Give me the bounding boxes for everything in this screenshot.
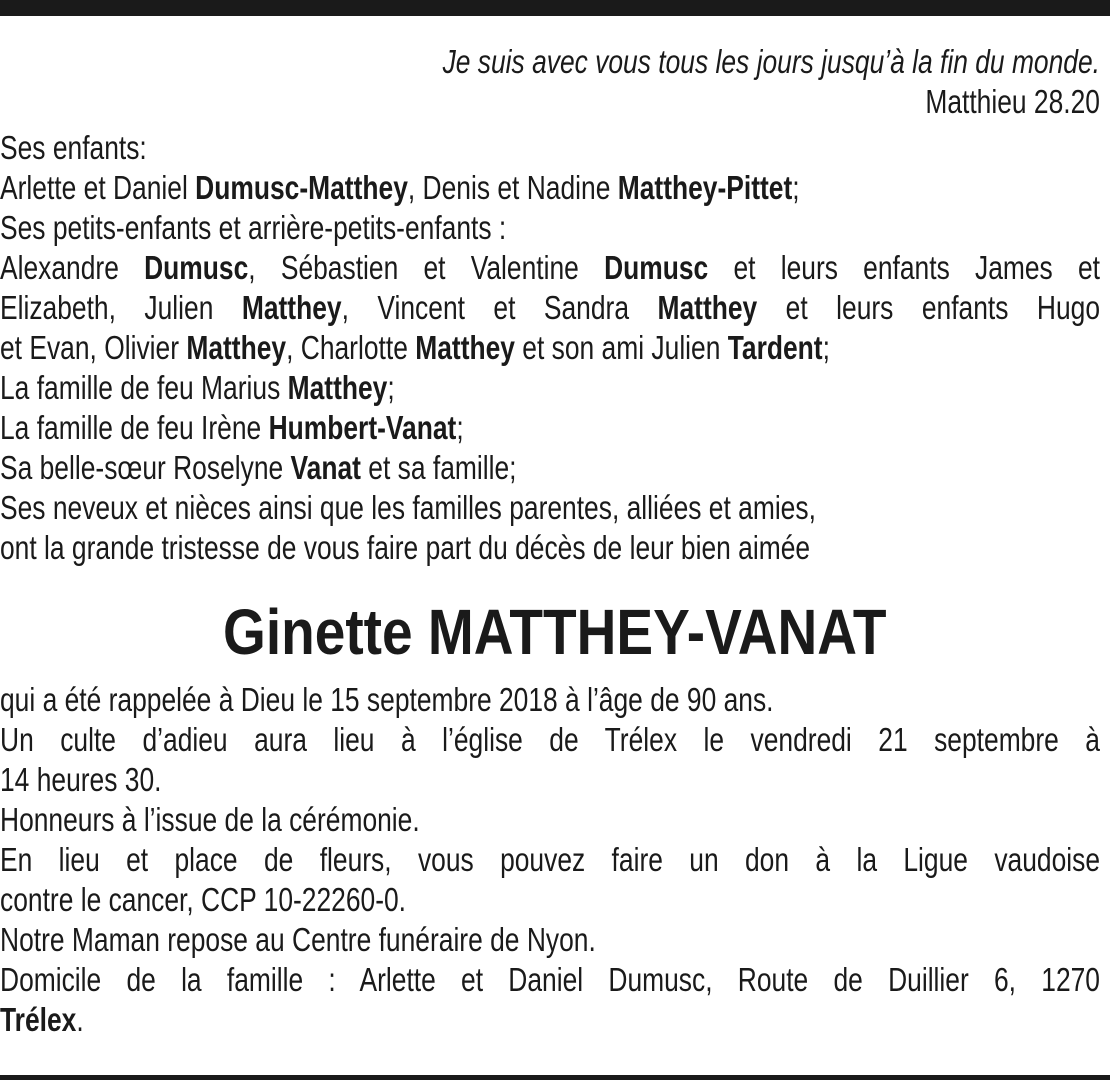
honours-line: Honneurs à l’issue de la cérémonie. — [0, 801, 420, 838]
family-name: Dumusc-Matthey — [195, 169, 408, 206]
nephews-line: Ses neveux et nièces ainsi que les familles parentes, alliées et amies, — [0, 489, 816, 526]
bible-verse-reference: Matthieu 28.20 — [925, 83, 1100, 120]
family-name: Matthey — [657, 289, 758, 326]
family-name: Matthey — [241, 289, 342, 326]
donation-line-2: contre le cancer, CCP 10-22260-0. — [0, 881, 407, 918]
family-name: Matthey-Pittet — [617, 169, 793, 206]
family-name: Tardent — [727, 329, 823, 366]
sister-in-law-line: Sa belle-sœur Roselyne Vanat et sa famille; — [0, 449, 517, 486]
children-line: Arlette et Daniel Dumusc-Matthey, Denis et Nadine Matthey-Pittet; — [0, 169, 800, 206]
family-marius-line: La famille de feu Marius Matthey; — [0, 369, 395, 406]
family-name: Dumusc — [144, 249, 249, 286]
bible-verse: Je suis avec vous tous les jours jusqu’à la fin du monde. — [442, 43, 1100, 80]
children-heading: Ses enfants: — [0, 129, 147, 166]
deceased-name: Ginette MATTHEY-VANAT — [223, 596, 887, 668]
family-name: Dumusc — [604, 249, 709, 286]
top-border-rule — [0, 0, 1110, 16]
donation-line-1: En lieu et place de fleurs, vous pouvez faire un don à la Ligue vaudoise — [0, 841, 1100, 878]
grandchildren-line-3: et Evan, Olivier Matthey, Charlotte Matthey et son ami Julien Tardent; — [0, 329, 830, 366]
grandchildren-heading: Ses petits-enfants et arrière-petits-enfants : — [0, 209, 507, 246]
address-town: Trélex — [0, 1001, 77, 1038]
grandchildren-line-2: Elizabeth, Julien Matthey, Vincent et Sandra Matthey et leurs enfants Hugo — [0, 289, 1100, 326]
announcement-line: ont la grande tristesse de vous faire part du décès de leur bien aimée — [0, 529, 811, 566]
death-notice-line: qui a été rappelée à Dieu le 15 septembre 2018 à l’âge de 90 ans. — [0, 681, 774, 718]
family-name: Humbert-Vanat — [268, 409, 457, 446]
address-line-1: Domicile de la famille : Arlette et Daniel Dumusc, Route de Duillier 6, 1270 — [0, 961, 1100, 998]
family-name: Vanat — [290, 449, 361, 486]
service-line-1: Un culte d’adieu aura lieu à l’église de Trélex le vendredi 21 septembre à — [0, 721, 1100, 758]
address-line-2: Trélex. — [0, 1001, 84, 1038]
family-announcement — [0, 128, 1100, 568]
ceremony-details — [0, 680, 1100, 1040]
family-name: Matthey — [186, 329, 287, 366]
bottom-border-rule — [0, 1075, 1110, 1080]
service-line-2: 14 heures 30. — [0, 761, 162, 798]
family-name: Matthey — [415, 329, 515, 366]
resting-place-line: Notre Maman repose au Centre funéraire de Nyon. — [0, 921, 596, 958]
family-name: Matthey — [287, 369, 388, 406]
family-irene-line: La famille de feu Irène Humbert-Vanat; — [0, 409, 464, 446]
grandchildren-line-1: Alexandre Dumusc, Sébastien et Valentine Dumusc et leurs enfants James et — [0, 249, 1100, 286]
